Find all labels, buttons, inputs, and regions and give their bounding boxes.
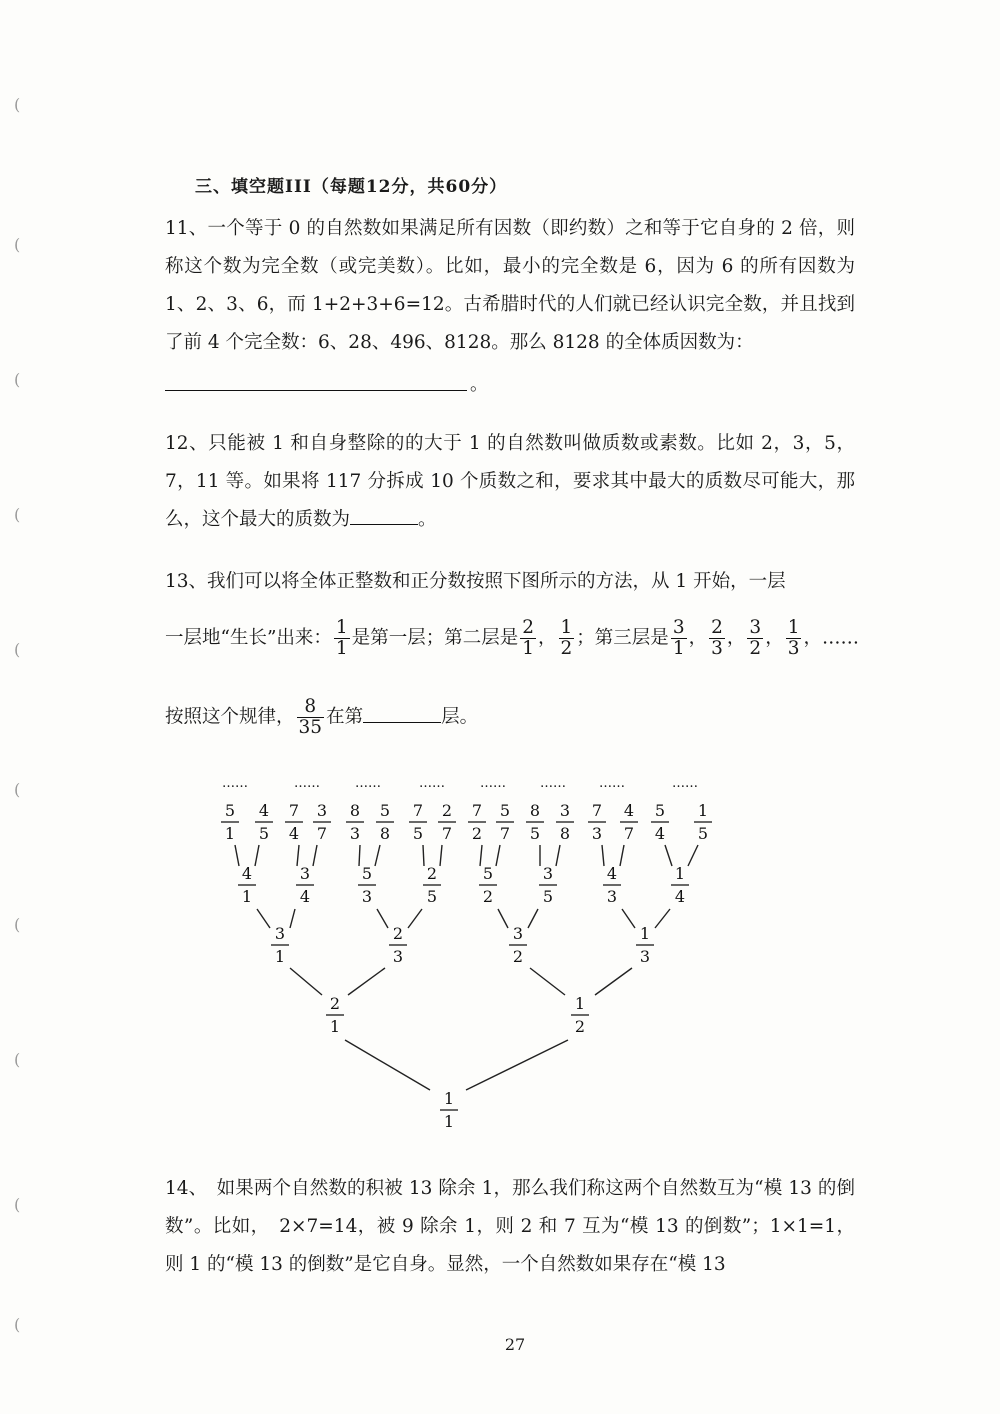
svg-text:5: 5 [426,887,438,906]
fraction: $\frac{1}{1}$ [335,617,348,659]
fraction: $\frac{8}{35}$ [298,696,323,738]
svg-text:2: 2 [392,924,404,943]
fraction: $\frac{1}{3}$ [787,617,800,659]
q13-comma: ， [726,627,746,649]
tree-edge [375,845,380,866]
svg-text:3: 3 [512,924,524,943]
tree-edge [602,845,604,866]
svg-text:5: 5 [412,824,424,843]
tree-node-level4 [479,864,497,906]
svg-text:4: 4 [241,864,253,883]
svg-text:7: 7 [412,801,424,820]
tree-edge [345,1040,430,1090]
tree-edge [297,845,299,866]
question-11-end: 。 [470,374,488,395]
q13-comma: ， [765,627,784,649]
svg-text:8: 8 [379,824,391,843]
fraction: $\frac{2}{3}$ [711,617,723,659]
tree-ellipsis: …… [599,776,625,791]
tree-edge [257,909,270,928]
tree-edge [620,845,624,866]
tree-edge [665,845,672,866]
tree-edge [622,909,635,928]
tree-node-level4 [539,864,557,906]
tree-node-level5 [588,801,606,843]
svg-text:5: 5 [697,824,709,843]
svg-text:7: 7 [591,801,603,820]
tree-edge [348,968,385,995]
svg-text:5: 5 [379,801,391,820]
tree-node-level4 [671,864,689,906]
tree-node-level4 [423,864,441,906]
svg-text:4: 4 [299,887,311,906]
q13-text: 按照这个规律， [165,706,295,728]
question-14-text: 14、 如果两个自然数的积被 13 除余 1，那么我们称这两个自然数互为“模 13 的倒数”。比如， 2×7=14，被 9 除余 1，则 2 和 7 互为“模 13 的倒数”；1×1=1，则 1 的“模 13 的倒数”是它自身。显然，一个自然数如果存在“模 13 [165,1178,855,1275]
binding-hole-mark: ( [14,370,21,389]
tree-edge [359,845,360,866]
svg-text:4: 4 [606,864,618,883]
svg-text:8: 8 [559,824,571,843]
svg-text:1: 1 [274,947,286,966]
tree-node-level3 [636,924,654,966]
tree-ellipsis: …… [480,776,506,791]
svg-text:5: 5 [258,824,270,843]
tree-edge [313,845,317,866]
page-number: 27 [504,1335,526,1354]
svg-text:4: 4 [674,887,686,906]
tree-node-level2 [326,994,344,1036]
tree-edge [290,968,322,995]
tree-edge [235,845,239,866]
fraction: $\frac{3}{1}$ [672,617,685,659]
svg-text:5: 5 [654,801,666,820]
svg-text:1: 1 [574,994,586,1013]
tree-node-level4 [358,864,376,906]
tree-node-level5 [409,801,427,843]
svg-text:3: 3 [274,924,286,943]
q13-comma: ， [803,627,822,649]
tree-node-level4 [296,864,314,906]
svg-text:2: 2 [574,1017,586,1036]
q13-ellipsis: …… [822,627,859,649]
tree-edge [466,1040,568,1090]
q13-text: ；第三层是 [576,627,669,649]
svg-text:3: 3 [606,887,618,906]
svg-text:2: 2 [482,887,494,906]
tree-node-level5 [651,801,669,843]
svg-text:3: 3 [639,947,651,966]
tree-node-level5 [376,801,394,843]
binding-hole-mark: ( [14,235,21,254]
binding-hole-mark: ( [14,95,21,114]
tree-nodes [221,776,712,1131]
svg-text:1: 1 [329,1017,341,1036]
q13-text: 在第 [326,706,364,728]
tree-node-level4 [238,864,256,906]
tree-ellipsis: …… [540,776,566,791]
q13-text: 是第一层；第二层是 [351,627,519,649]
tree-edge [556,845,560,866]
tree-edge [688,845,698,866]
svg-text:3: 3 [591,824,603,843]
svg-text:1: 1 [241,887,253,906]
q13-comma: ， [538,627,557,649]
tree-node-level5 [221,801,239,843]
tree-node-level5 [346,801,364,843]
svg-text:3: 3 [316,801,328,820]
svg-text:7: 7 [316,824,328,843]
svg-text:5: 5 [482,864,494,883]
tree-node-level5 [438,801,456,843]
svg-text:1: 1 [697,801,709,820]
svg-text:1: 1 [224,824,236,843]
binding-hole-mark: ( [14,1050,21,1069]
svg-text:7: 7 [471,801,483,820]
tree-edge [408,909,422,928]
binding-hole-mark: ( [14,1195,21,1214]
svg-text:5: 5 [499,801,511,820]
tree-edge [423,845,424,866]
tree-edge [255,845,259,866]
svg-text:3: 3 [559,801,571,820]
tree-node-level5 [255,801,273,843]
svg-text:3: 3 [392,947,404,966]
question-12-text: 12、只能被 1 和自身整除的的大于 1 的自然数叫做质数或素数。比如 2，3，5，7，11 等。如果将 117 分拆成 10 个质数之和，要求其中最大的质数尽可能大，那么，这个最大的质数为 [165,433,855,530]
svg-text:8: 8 [529,801,541,820]
svg-text:4: 4 [654,824,666,843]
tree-edge [498,909,508,928]
svg-text:2: 2 [471,824,483,843]
tree-node-level5 [526,801,544,843]
svg-text:2: 2 [512,947,524,966]
svg-text:4: 4 [258,801,270,820]
svg-text:7: 7 [499,824,511,843]
tree-node-level1 [440,1089,458,1131]
fraction: $\frac{3}{2}$ [749,617,762,659]
tree-edge [440,845,442,866]
tree-node-level3 [271,924,289,966]
svg-text:4: 4 [623,801,635,820]
svg-text:1: 1 [443,1112,455,1131]
tree-edge [530,968,565,995]
svg-text:5: 5 [529,824,541,843]
tree-ellipsis: …… [222,776,248,791]
svg-text:1: 1 [443,1089,455,1108]
svg-text:8: 8 [349,801,361,820]
tree-edge [290,909,295,928]
fraction: $\frac{1}{2}$ [560,617,573,659]
svg-text:3: 3 [349,824,361,843]
binding-hole-mark: ( [14,1315,21,1334]
svg-text:3: 3 [299,864,311,883]
svg-text:2: 2 [329,994,341,1013]
tree-ellipsis: …… [355,776,381,791]
question-12-end: 。 [418,509,437,530]
tree-edge [595,968,632,995]
binding-hole-mark: ( [14,505,21,524]
q13-text: 一层地“生长”出来： [165,627,332,649]
tree-edge [377,909,388,928]
svg-text:5: 5 [224,801,236,820]
q13-comma: ， [688,627,708,649]
svg-text:7: 7 [441,824,453,843]
tree-node-level3 [509,924,527,966]
svg-text:1: 1 [639,924,651,943]
binding-hole-mark: ( [14,780,21,799]
tree-node-level5 [694,801,712,843]
tree-node-level3 [389,924,407,966]
tree-edge [480,845,482,866]
tree-ellipsis: …… [672,776,698,791]
tree-node-level5 [556,801,574,843]
tree-node-level4 [603,864,621,906]
svg-text:2: 2 [426,864,438,883]
binding-hole-mark: ( [14,915,21,934]
svg-text:7: 7 [288,801,300,820]
tree-node-level5 [620,801,638,843]
tree-edge [496,845,500,866]
svg-text:3: 3 [361,887,373,906]
tree-ellipsis: …… [419,776,445,791]
svg-text:5: 5 [542,887,554,906]
binding-hole-mark: ( [14,640,21,659]
section-heading: 三、填空题III（每题12分，共60分） [195,177,508,197]
tree-node-level5 [285,801,303,843]
tree-node-level5 [313,801,331,843]
svg-text:3: 3 [542,864,554,883]
tree-node-level2 [571,994,589,1036]
svg-text:1: 1 [674,864,686,883]
tree-edge [655,909,670,928]
svg-text:4: 4 [288,824,300,843]
tree-node-level5 [496,801,514,843]
question-13-line1: 13、我们可以将全体正整数和正分数按照下图所示的方法，从 1 开始，一层 [165,571,786,592]
tree-node-level5 [468,801,486,843]
tree-ellipsis: …… [294,776,320,791]
q13-text: 层。 [441,706,479,728]
svg-text:2: 2 [441,801,453,820]
tree-edge [528,909,538,928]
svg-text:5: 5 [361,864,373,883]
question-11-text: 11、一个等于 0 的自然数如果满足所有因数（即约数）之和等于它自身的 2 倍，则称这个数为完全数（或完美数）。比如，最小的完全数是 6，因为 6 的所有因数为 1、2、3、6，而 1+2+3+6=12。古希腊时代的人们就已经认识完全数，并且找到了前 4 个完全数：6、28、496、8128。那么 8128 的全体质因数为： [165,218,855,353]
fraction: $\frac{2}{1}$ [522,617,534,659]
svg-text:7: 7 [623,824,635,843]
question-14 [165,1170,855,1284]
